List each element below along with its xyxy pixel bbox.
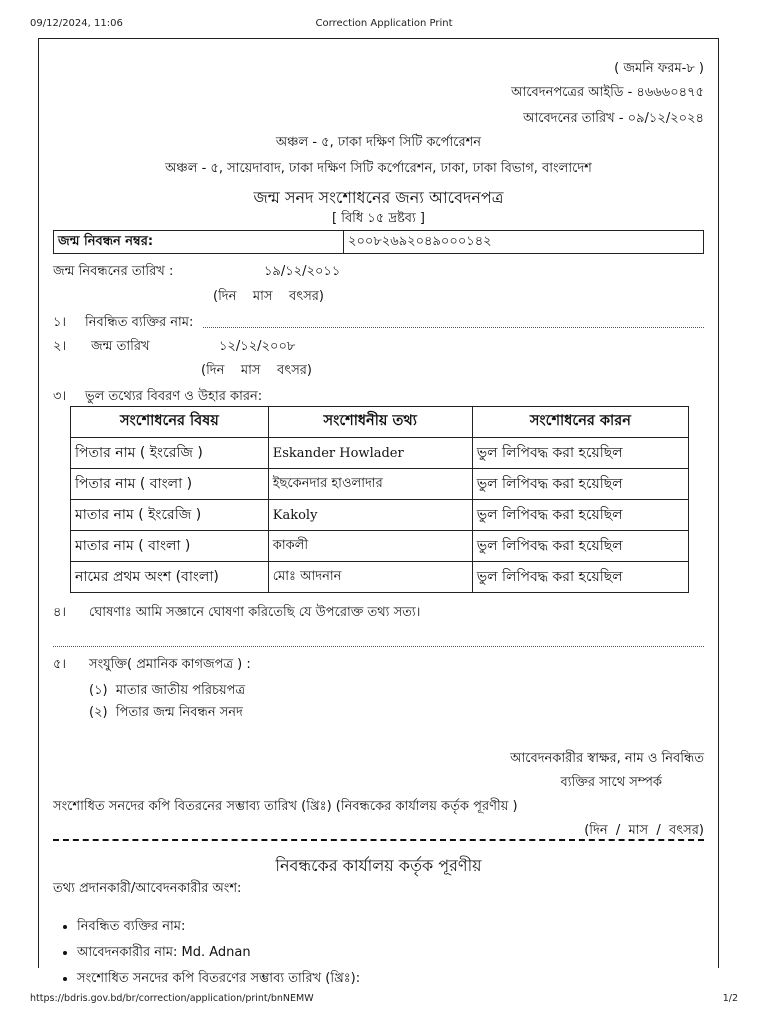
table-cell: Eskander Howlader <box>268 438 472 469</box>
list-item: • সংশোধিত সনদের কপি বিতরণের সম্ভাব্য তারিখ (খ্রিঃ): <box>77 966 360 992</box>
office-address: অঞ্চল - ৫, সায়েদাবাদ, ঢাকা দক্ষিণ সিটি কর্পোরেশন, ঢাকা, ঢাকা বিভাগ, বাংলাদেশ <box>165 161 592 176</box>
table-row <box>71 469 689 500</box>
form-title: জন্ম সনদ সংশোধনের জন্য আবেদনপত্র <box>253 188 504 207</box>
registration-date-value: ১৯/১২/২০১১ <box>264 264 341 279</box>
item-2-label: জন্ম তারিখ <box>91 339 150 354</box>
office-info-list <box>65 914 360 992</box>
item-3-number: ৩। <box>53 389 67 404</box>
table-cell: পিতার নাম ( বাংলা ) <box>71 469 269 500</box>
delivery-date-format: (দিন / মাস / বৎসর) <box>584 823 704 838</box>
table-row <box>71 500 689 531</box>
item-2-number: ২। <box>53 339 67 354</box>
application-date: আবেদনের তারিখ - ০৯/১২/২০২৪ <box>523 111 704 126</box>
item-4-number: ৪। <box>53 605 67 620</box>
item-3-label: ভুল তথ্যের বিবরণ ও উহার কারন: <box>85 389 263 404</box>
print-url[interactable]: https://bdris.gov.bd/br/correction/application/print/bnNEMW <box>30 993 314 1004</box>
registration-date-label: জন্ম নিবন্ধনের তারিখ : <box>53 264 174 279</box>
application-id: আবেদনপত্রের আইডি - ৪৬৬৬০৪৭৫ <box>511 85 704 100</box>
table-cell: ইছকেনদার হাওলাদার <box>268 469 472 500</box>
print-title: Correction Application Print <box>315 18 453 29</box>
table-cell: পিতার নাম ( ইংরেজি ) <box>71 438 269 469</box>
registration-number-label: জন্ম নিবন্ধন নম্বর: <box>54 231 344 253</box>
item-1-blank-line <box>203 327 704 328</box>
print-header <box>30 18 738 34</box>
item-2-value: ১২/১২/২০০৮ <box>219 339 296 354</box>
list-item: • নিবন্ধিত ব্যক্তির নাম: <box>77 914 360 940</box>
item-5 <box>53 655 704 676</box>
office-zone: অঞ্চল - ৫, ঢাকা দক্ষিণ সিটি কর্পোরেশন <box>275 135 482 150</box>
table-cell: নামের প্রথম অংশ (বাংলা) <box>71 562 269 593</box>
signature-line-1: আবেদনকারীর স্বাক্ষর, নাম ও নিবন্ধিত <box>510 751 704 766</box>
table-cell: ভুল লিপিবদ্ধ করা হয়েছিল <box>472 438 688 469</box>
table-cell: কাকলী <box>268 531 472 562</box>
item-4 <box>53 603 704 624</box>
rule-reference: [ বিধি ১৫ দ্রষ্টব্য ] <box>332 211 425 226</box>
item-2-format: (দিন মাস বৎসর) <box>201 363 313 378</box>
item-1-label: নিবন্ধিত ব্যক্তির নাম: <box>85 315 194 330</box>
item-1 <box>53 313 704 334</box>
delivery-date-label: সংশোধিত সনদের কপি বিতরনের সম্ভাব্য তারিখ (খ্রিঃ) (নিবন্ধকের কার্যালয় কর্তৃক পূরণীয় ) <box>53 799 518 814</box>
office-section-title: নিবন্ধকের কার্যালয় কর্তৃক পূরণীয় <box>275 856 482 875</box>
table-cell: ভুল লিপিবদ্ধ করা হয়েছিল <box>472 531 688 562</box>
registration-date-row <box>53 262 704 283</box>
table-cell: ভুল লিপিবদ্ধ করা হয়েছিল <box>472 469 688 500</box>
attachment-1: (১) মাতার জাতীয় পরিচয়পত্র <box>89 683 246 698</box>
table-header: সংশোধনের কারন <box>472 407 688 438</box>
table-cell: মাতার নাম ( ইংরেজি ) <box>71 500 269 531</box>
table-header: সংশোধনীয় তথ্য <box>268 407 472 438</box>
item-1-number: ১। <box>53 315 67 330</box>
signature-line-2: ব্যক্তির সাথে সম্পর্ক <box>560 775 662 790</box>
table-header: সংশোধনের বিষয় <box>71 407 269 438</box>
item-5-label: সংযুক্তি( প্রমানিক কাগজপত্র ) : <box>89 657 251 672</box>
registration-number-box <box>53 230 704 254</box>
registration-date-format: (দিন মাস বৎসর) <box>213 289 325 304</box>
table-cell: ভুল লিপিবদ্ধ করা হয়েছিল <box>472 500 688 531</box>
table-cell: Kakoly <box>268 500 472 531</box>
table-cell: মাতার নাম ( বাংলা ) <box>71 531 269 562</box>
table-header-row <box>71 407 689 438</box>
form-page <box>38 38 719 986</box>
correction-table <box>70 406 689 593</box>
page-number: 1/2 <box>722 993 738 1004</box>
attachment-2: (২) পিতার জন্ম নিবন্ধন সনদ <box>89 705 243 720</box>
item-2 <box>53 337 704 358</box>
print-footer <box>30 993 738 1004</box>
applicant-part-label: তথ্য প্রদানকারী/আবেদনকারীর অংশ: <box>53 881 242 896</box>
item-4-label: ঘোষণাঃ আমি সজ্ঞানে ঘোষণা করিতেছি যে উপরোক্ত তথ্য সত্য। <box>89 605 421 620</box>
declaration-blank-line <box>53 646 704 647</box>
registration-number-value: ২০০৮২৬৯২০৪৯০০০১৪২ <box>348 233 492 249</box>
table-row <box>71 531 689 562</box>
item-3 <box>53 387 704 408</box>
table-cell: মোঃ আদনান <box>268 562 472 593</box>
section-divider <box>53 839 704 841</box>
list-item: • আবেদনকারীর নাম: Md. Adnan <box>77 940 360 966</box>
form-number: ( জমনি ফরম-৮ ) <box>614 61 704 76</box>
print-datetime: 09/12/2024, 11:06 <box>30 18 123 29</box>
table-row <box>71 562 689 593</box>
table-cell: ভুল লিপিবদ্ধ করা হয়েছিল <box>472 562 688 593</box>
table-row <box>71 438 689 469</box>
item-5-number: ৫। <box>53 657 67 672</box>
